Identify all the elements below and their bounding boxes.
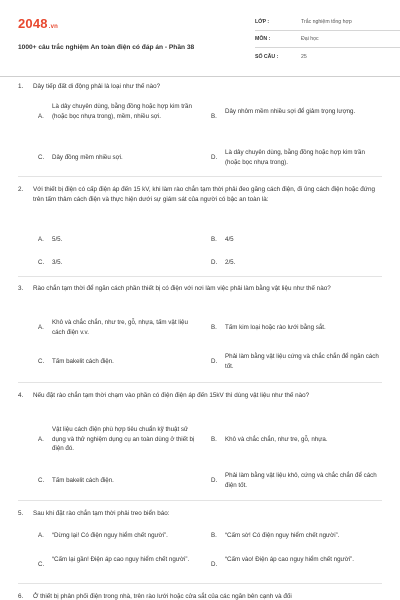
option-text: Khô và chắc chắn, như tre, gỗ, nhựa.	[225, 436, 328, 443]
option-text: “Cấm vào! Điện áp cao nguy hiểm chết người”.	[225, 556, 354, 563]
option-text: Tấm bakelit cách điện.	[52, 358, 114, 365]
document-title: 1000+ câu trắc nghiệm An toàn điện có đáp án - Phần 38	[18, 44, 195, 51]
option-d[interactable]	[211, 555, 381, 568]
option-text: Phải làm bằng vật liệu khô, cứng và chắc chắn để cách điện tốt.	[225, 472, 377, 489]
question-separator	[18, 583, 382, 584]
option-d[interactable]	[211, 258, 381, 268]
option-text: 4/5	[225, 236, 234, 243]
option-c[interactable]	[38, 258, 196, 268]
option-a[interactable]	[38, 531, 196, 541]
option-a[interactable]	[38, 425, 196, 454]
question-number: 1.	[18, 83, 24, 90]
meta-label: SỐ CÂU :	[255, 53, 279, 60]
option-letter: C.	[38, 477, 45, 484]
question-text: Dây tiếp đất di động phải là loại như thế nào?	[33, 83, 161, 90]
question-separator	[18, 176, 382, 177]
question-text: Với thiết bị điện có cấp điện áp đến 15 kV, khi làm rào chắn tạm thời phải đeo găng cách điện, đi ủng cách điện hoặc đứng trên tấm thảm cách điện và thực hiện dưới sự giám sát của người có bậc an toàn là:	[33, 186, 376, 203]
option-letter: C.	[38, 154, 45, 161]
option-b[interactable]	[211, 323, 381, 333]
option-text: 5/5.	[52, 236, 63, 243]
option-text: Là dây chuyên dùng, bằng đồng hoặc hợp kim trần (hoặc bọc nhựa trong), mềm, nhiều sợi.	[52, 103, 192, 120]
option-c[interactable]	[38, 476, 196, 486]
option-letter: B.	[211, 113, 217, 120]
question-3	[18, 284, 382, 294]
option-text: Là dây chuyên dùng, bằng đồng hoặc hợp kim trần (hoặc bọc nhựa trong).	[225, 149, 365, 166]
question-number: 6.	[18, 593, 24, 600]
option-letter: D.	[211, 477, 218, 484]
question-text: Rào chắn tạm thời để ngăn cách phần thiết bị có điện với nơi làm việc phải làm bằng vật liệu như thế nào?	[33, 285, 331, 292]
option-letter: C.	[38, 259, 45, 266]
site-logo[interactable]: 2048.vn	[18, 16, 59, 31]
option-text: “Cấm lại gần! Điện áp cao nguy hiểm chết người”.	[52, 556, 190, 563]
option-text: Tấm kim loại hoặc rào lưới bằng sắt.	[225, 324, 326, 331]
meta-value: Trắc nghiệm tổng hợp	[301, 19, 352, 25]
option-text: “Dừng lại! Có điện nguy hiểm chết người”.	[52, 532, 168, 539]
option-c[interactable]	[38, 153, 196, 163]
meta-count-row	[255, 48, 400, 65]
meta-label: LỚP :	[255, 19, 270, 25]
question-text: Sau khi đặt rào chắn tạm thời phải treo biển báo:	[33, 510, 170, 517]
question-4	[18, 391, 382, 401]
option-letter: D.	[211, 561, 218, 568]
meta-value: 25	[301, 53, 307, 60]
meta-subject-row	[255, 31, 400, 48]
option-letter: A.	[38, 324, 44, 331]
meta-value: Đại học	[301, 36, 319, 42]
question-number: 5.	[18, 510, 24, 517]
question-text: Ở thiết bị phân phối điện trong nhà, trên rào lưới hoặc cửa sắt của các ngăn bên cạnh và đối	[33, 593, 292, 600]
option-d[interactable]	[211, 352, 381, 371]
option-letter: D.	[211, 358, 218, 365]
option-b[interactable]	[211, 531, 381, 541]
option-letter: B.	[211, 436, 217, 443]
question-6	[18, 592, 382, 600]
option-d[interactable]	[211, 471, 381, 490]
question-number: 3.	[18, 285, 24, 292]
option-a[interactable]	[38, 318, 196, 337]
option-letter: D.	[211, 154, 218, 161]
question-number: 2.	[18, 186, 24, 193]
question-text: Nếu đặt rào chắn tạm thời chạm vào phần có điện điện áp đến 15kV thì dùng vật liệu như thế nào?	[33, 392, 310, 399]
option-letter: A.	[38, 436, 44, 443]
option-text: 2/5.	[225, 259, 236, 266]
option-letter: C.	[38, 561, 45, 568]
option-text: Vật liệu cách điện phù hợp tiêu chuẩn kỹ thuật sử dụng và thử nghiệm dụng cụ an toàn dùng ở thiết bị điện đó.	[52, 426, 195, 453]
document-header	[18, 12, 386, 74]
header-divider	[0, 76, 400, 77]
option-letter: A.	[38, 113, 44, 120]
option-b[interactable]	[211, 107, 381, 120]
document-meta	[255, 14, 400, 65]
question-separator	[18, 276, 382, 277]
option-text: Tấm bakelit cách điện.	[52, 477, 114, 484]
option-letter: A.	[38, 532, 44, 539]
option-text: 3/5.	[52, 259, 63, 266]
option-text: Phải làm bằng vật liệu cứng và chắc chắn để ngăn cách tốt.	[225, 353, 379, 370]
question-5	[18, 509, 382, 519]
question-number: 4.	[18, 392, 24, 399]
option-text: Dây nhôm mềm nhiều sợi để giảm trọng lượng.	[225, 108, 356, 115]
option-letter: A.	[38, 236, 44, 243]
option-d[interactable]	[211, 148, 381, 167]
option-text: Khô và chắc chắn, như tre, gỗ, nhựa, tấm vật liệu cách điện v.v.	[52, 319, 188, 336]
question-separator	[18, 382, 382, 383]
option-letter: D.	[211, 259, 218, 266]
meta-label: MÔN :	[255, 36, 271, 42]
option-b[interactable]	[211, 435, 381, 445]
option-a[interactable]	[38, 235, 196, 245]
option-letter: C.	[38, 358, 45, 365]
question-separator	[18, 500, 382, 501]
option-text: “Cấm sờ! Có điện nguy hiểm chết người”.	[225, 532, 340, 539]
option-text: Dây đồng mềm nhiều sợi.	[52, 154, 123, 161]
option-letter: B.	[211, 324, 217, 331]
option-letter: B.	[211, 236, 217, 243]
question-1	[18, 82, 382, 92]
meta-class-row	[255, 14, 400, 31]
option-b[interactable]	[211, 235, 381, 245]
option-a[interactable]	[38, 102, 196, 121]
option-c[interactable]	[38, 555, 196, 568]
option-letter: B.	[211, 532, 217, 539]
option-c[interactable]	[38, 357, 196, 367]
question-2	[18, 185, 382, 204]
